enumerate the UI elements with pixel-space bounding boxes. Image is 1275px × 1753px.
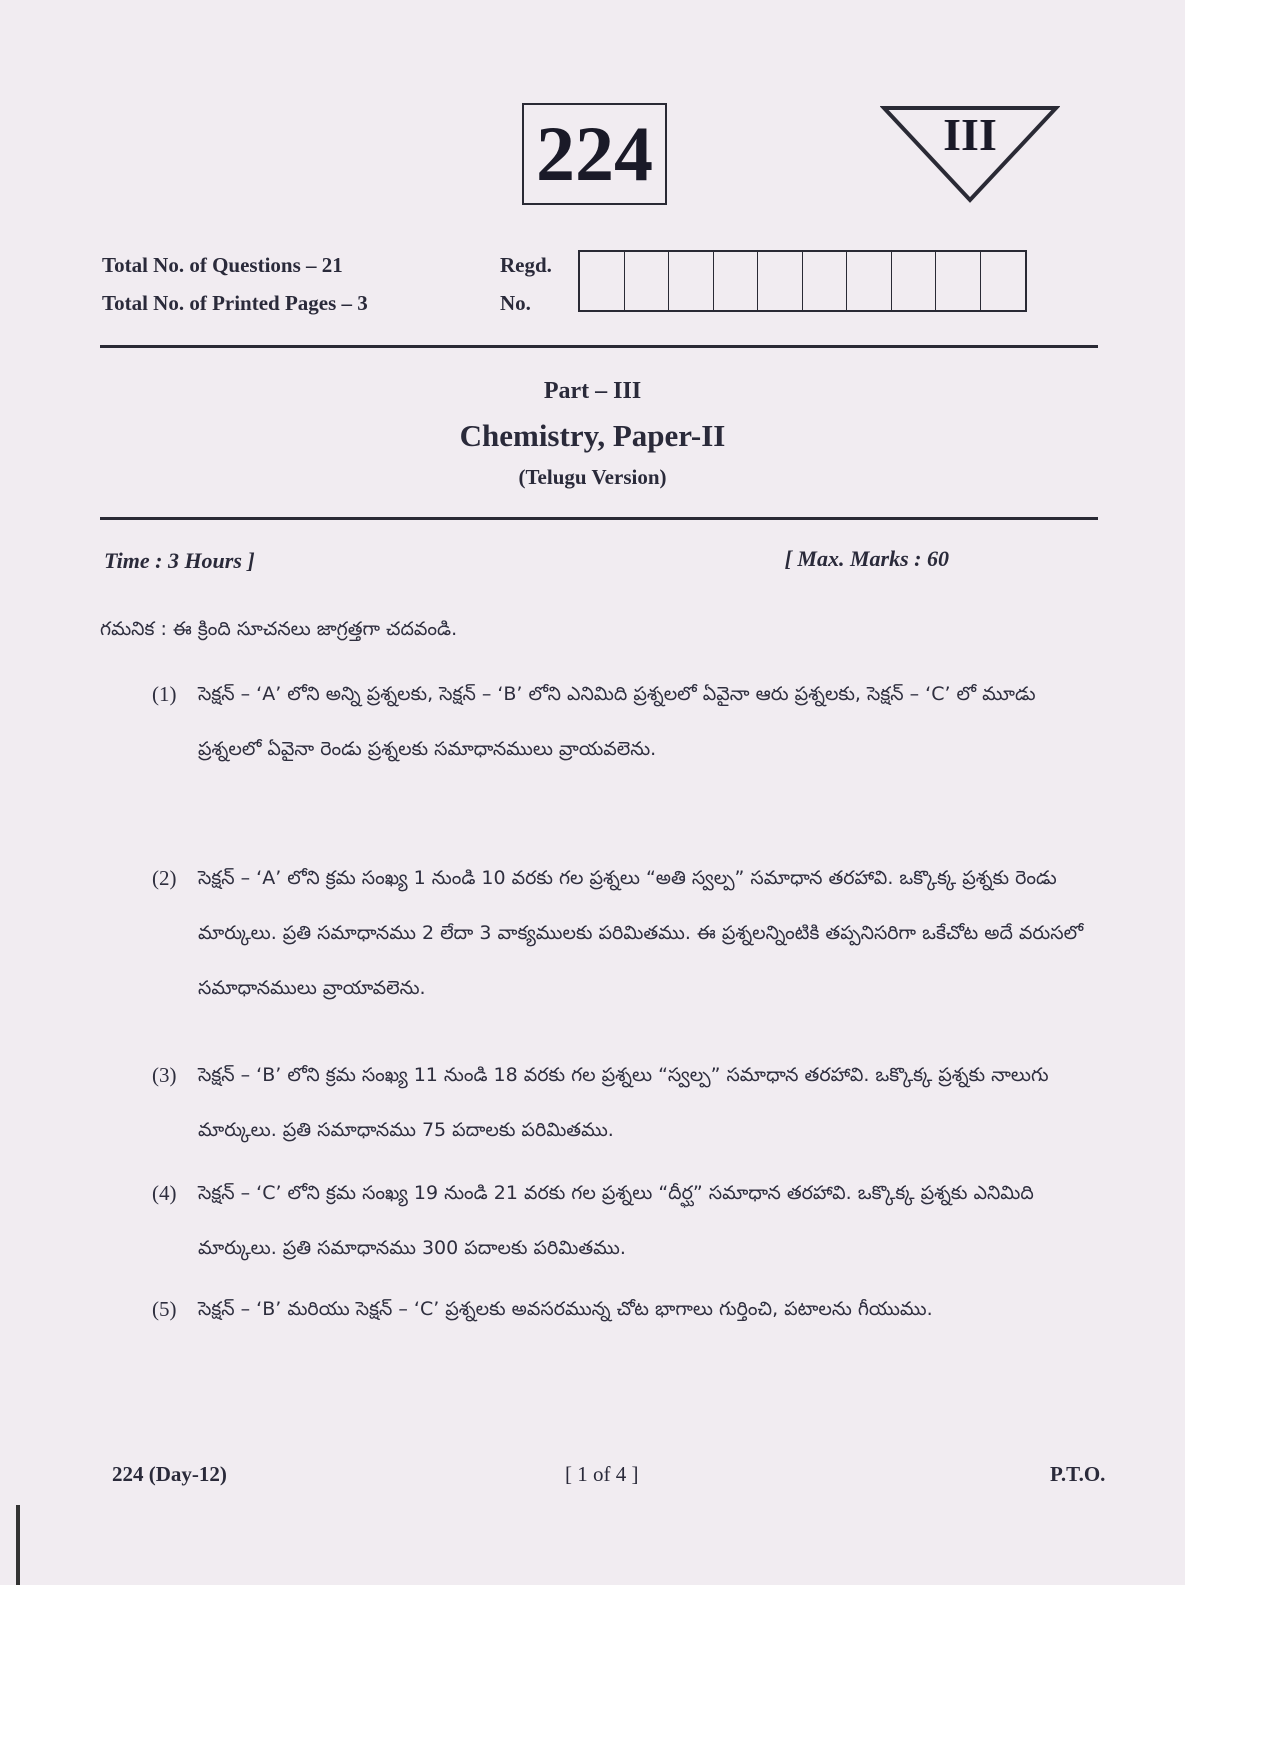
- total-printed-pages: Total No. of Printed Pages – 3: [102, 291, 368, 315]
- registration-number-boxes: [578, 250, 1027, 312]
- regd-digit-box[interactable]: [580, 252, 625, 310]
- instruction-item: [152, 851, 1090, 1016]
- instruction-item: [152, 1166, 1090, 1276]
- regd-digit-box[interactable]: [847, 252, 892, 310]
- instruction-item: [152, 1282, 1090, 1337]
- part-badge: III: [943, 109, 997, 160]
- regd-digit-box[interactable]: [892, 252, 937, 310]
- exam-time: Time : 3 Hours ]: [104, 548, 255, 573]
- instruction-number: (3): [152, 1063, 177, 1087]
- footer-page-number: [ 1 of 4 ]: [565, 1462, 639, 1486]
- instruction-item: [152, 1048, 1090, 1158]
- paper-code: 224: [536, 110, 653, 197]
- footer-pto: P.T.O.: [1050, 1462, 1106, 1486]
- subject-title: Chemistry, Paper-II: [459, 418, 726, 453]
- regd-digit-box[interactable]: [936, 252, 981, 310]
- regd-no-label: No.: [500, 291, 531, 315]
- instruction-text: సెక్షన్ – ‘C’ లోని క్రమ సంఖ్య 19 నుండి 21 వరకు గల ప్రశ్నలు “దీర్ఘ” సమాధాన తరహావి. ఒక్కొక్క ప్రశ్నకు ఎనిమిది మార్కులు. ప్రతి సమాధానము 300 పదాలకు పరిమితము.: [198, 1182, 1034, 1259]
- version-title: (Telugu Version): [518, 465, 667, 489]
- title-rule: [100, 517, 1098, 520]
- regd-label: Regd.: [500, 253, 552, 277]
- margin-mark: [16, 1505, 20, 1585]
- instruction-item: [152, 667, 1090, 777]
- max-marks: [ Max. Marks : 60: [784, 546, 949, 571]
- header-rule: [100, 345, 1098, 348]
- regd-digit-box[interactable]: [758, 252, 803, 310]
- instruction-text: సెక్షన్ – ‘B’ మరియు సెక్షన్ – ‘C’ ప్రశ్నలకు అవసరమున్న చోట భాగాలు గుర్తించి, పటాలను గీయుము.: [198, 1298, 933, 1320]
- instruction-text: సెక్షన్ – ‘A’ లోని క్రమ సంఖ్య 1 నుండి 10 వరకు గల ప్రశ్నలు “అతి స్వల్ప” సమాధాన తరహావి. ఒక్కొక్క ప్రశ్నకు రెండు మార్కులు. ప్రతి సమాధానము 2 లేదా 3 వాక్యములకు పరిమితము. ఈ ప్రశ్నలన్నింటికి తప్పనిసరిగా ఒకేచోట అదే వరుసలో సమాధానములు వ్రాయావలెను.: [198, 867, 1084, 999]
- regd-digit-box[interactable]: [981, 252, 1026, 310]
- regd-digit-box[interactable]: [803, 252, 848, 310]
- instruction-number: (2): [152, 866, 177, 890]
- regd-digit-box[interactable]: [669, 252, 714, 310]
- regd-digit-box[interactable]: [714, 252, 759, 310]
- note-heading: గమనిక : ఈ క్రింది సూచనలు జాగ్రత్తగా చదవండి.: [100, 618, 458, 640]
- instruction-number: (4): [152, 1181, 177, 1205]
- total-questions: Total No. of Questions – 21: [102, 253, 343, 277]
- footer-paper-code: 224 (Day-12): [112, 1462, 227, 1486]
- instruction-number: (5): [152, 1297, 177, 1321]
- paper-code-box: [522, 103, 667, 205]
- regd-digit-box[interactable]: [625, 252, 670, 310]
- instruction-text: సెక్షన్ – ‘A’ లోని అన్ని ప్రశ్నలకు, సెక్షన్ – ‘B’ లోని ఎనిమిది ప్రశ్నలలో ఏవైనా ఆరు ప్రశ్నలకు, సెక్షన్ – ‘C’ లో మూడు ప్రశ్నలలో ఏవైనా రెండు ప్రశ్నలకు సమాధానములు వ్రాయవలెను.: [198, 683, 1036, 760]
- part-title: Part – III: [543, 378, 642, 404]
- instruction-text: సెక్షన్ – ‘B’ లోని క్రమ సంఖ్య 11 నుండి 18 వరకు గల ప్రశ్నలు “స్వల్ప” సమాధాన తరహావి. ఒక్కొక్క ప్రశ్నకు నాలుగు మార్కులు. ప్రతి సమాధానము 75 పదాలకు పరిమితము.: [198, 1064, 1049, 1141]
- instruction-number: (1): [152, 682, 177, 706]
